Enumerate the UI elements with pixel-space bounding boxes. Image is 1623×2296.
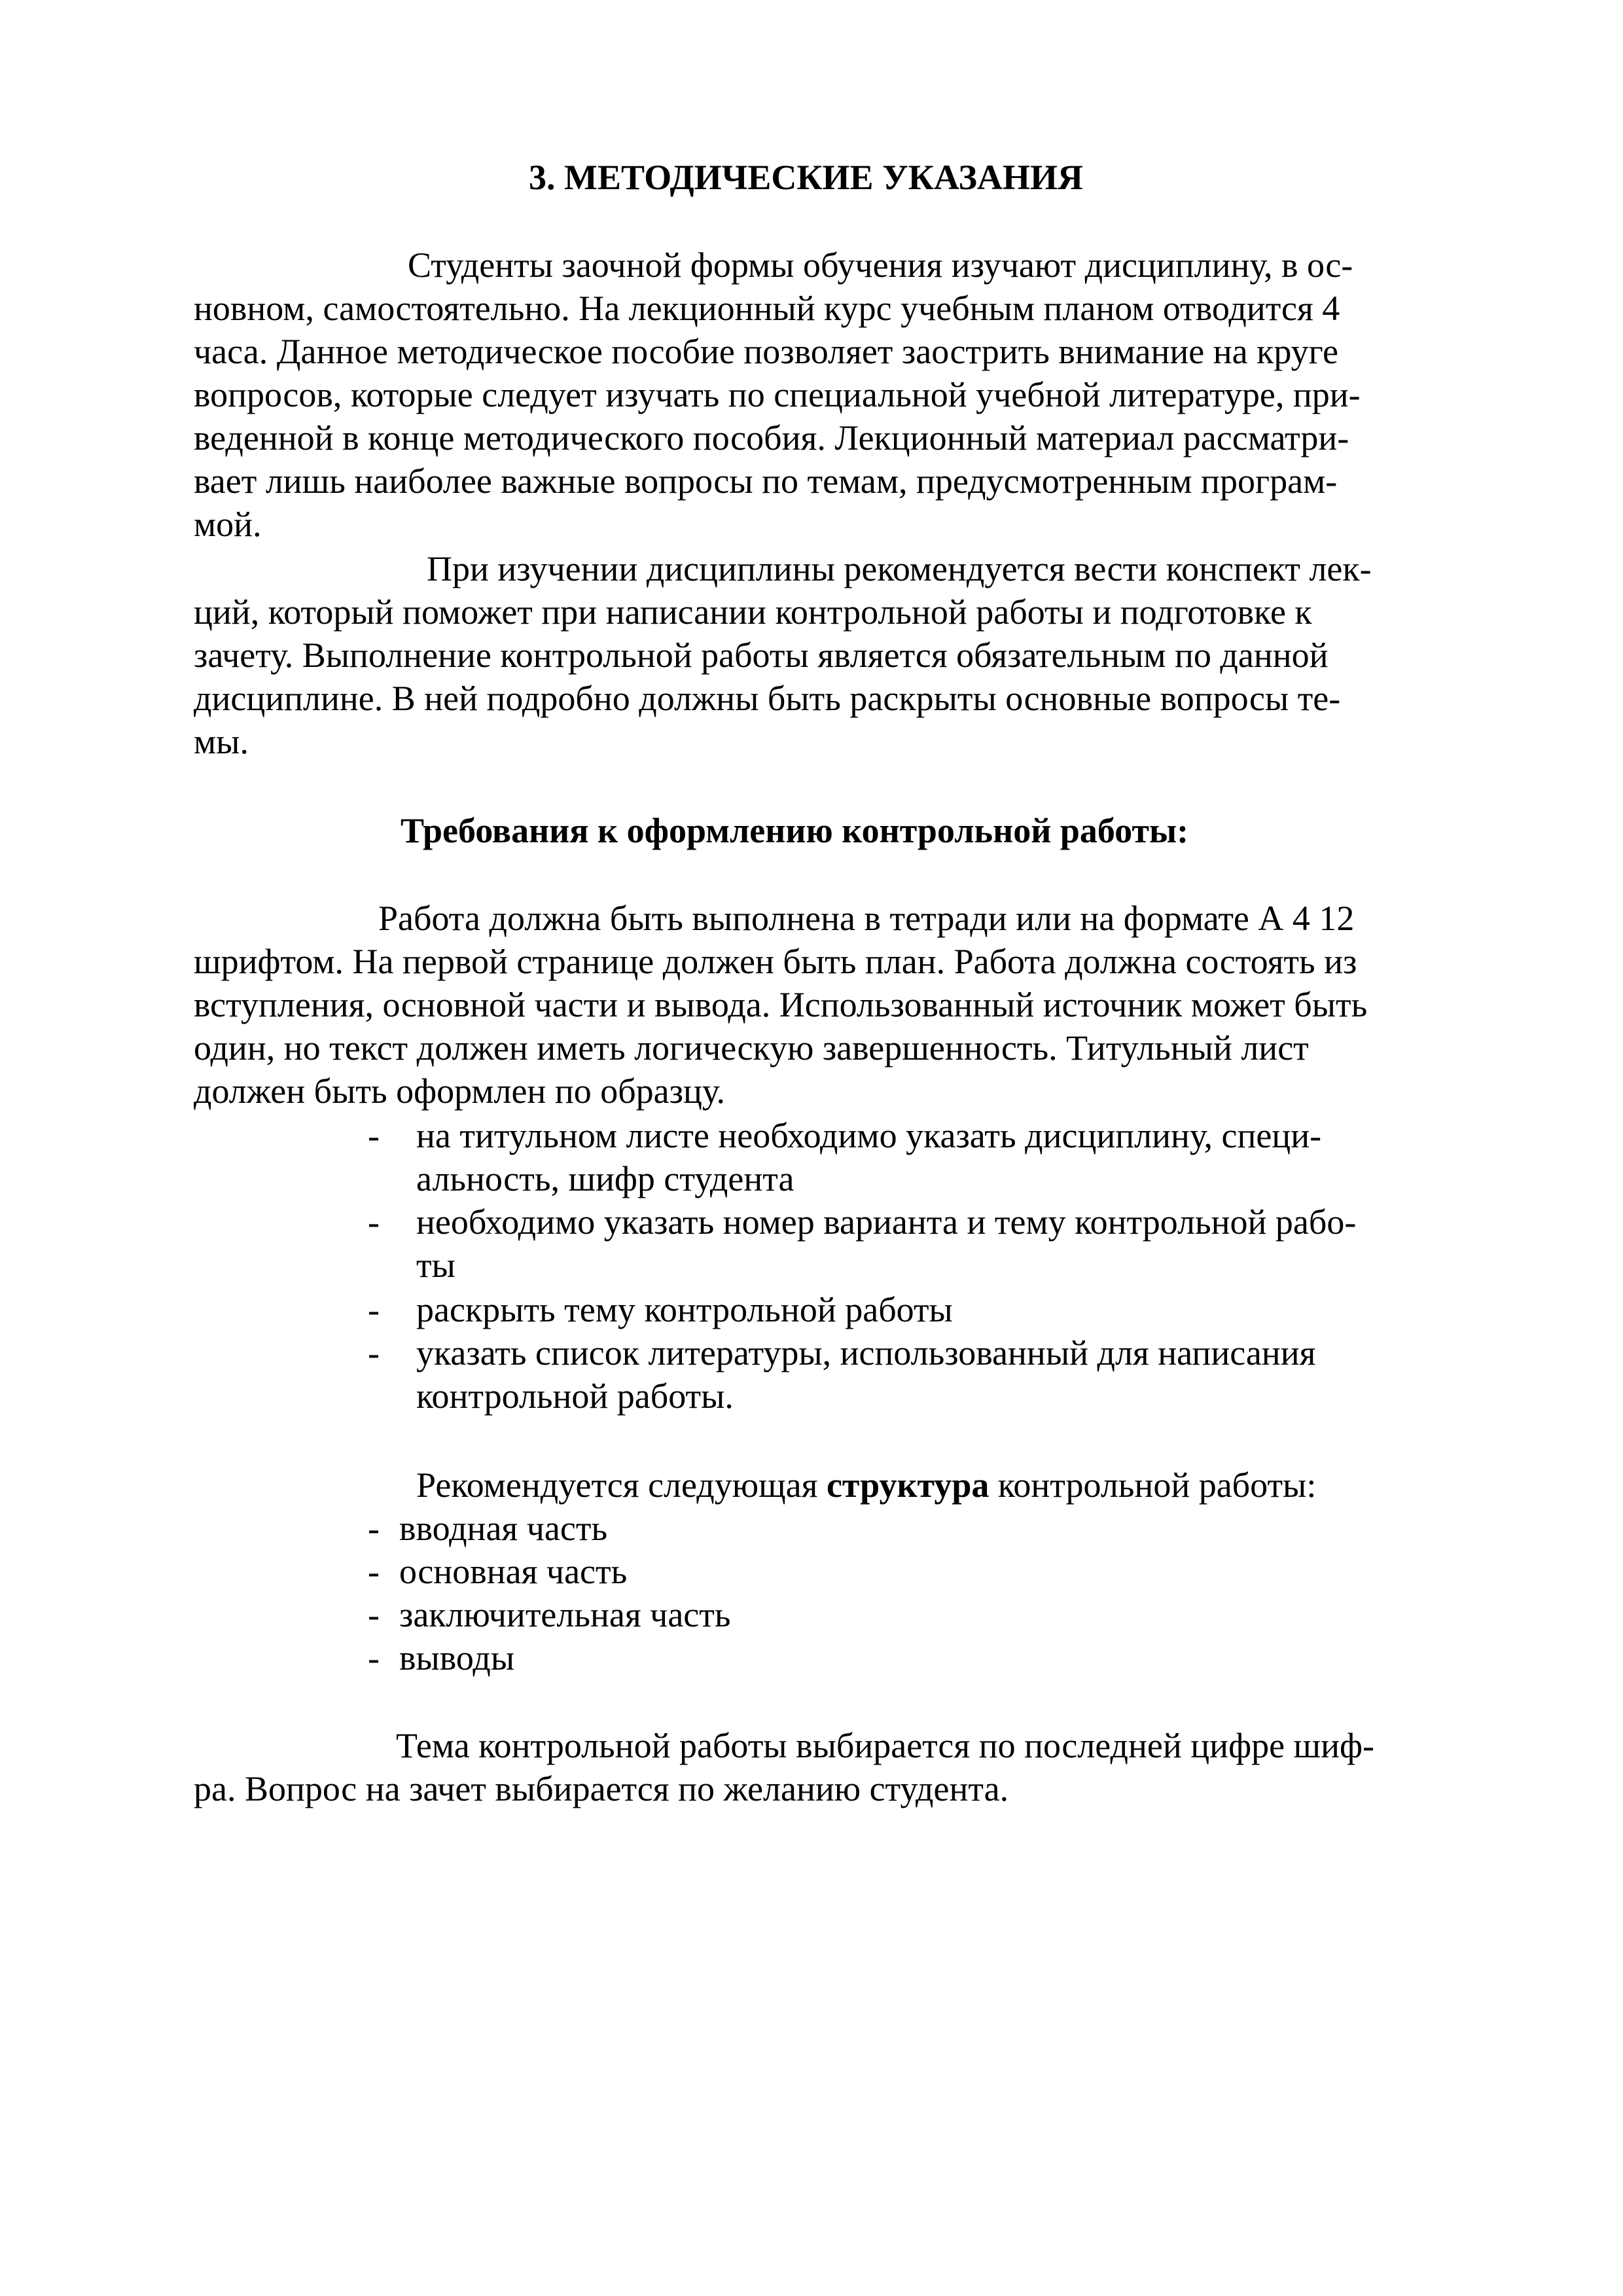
requirements-line-3: вступления, основной части и вывода. Использованный источник может быть — [194, 985, 1368, 1024]
intro-line-5: веденной в конце методического пособия. Лекционный материал рассматри- — [194, 418, 1349, 457]
structure-bullet-2: - — [368, 1552, 380, 1591]
requirement-bullet-1: - — [368, 1116, 380, 1155]
requirement-item-2-line-2: ты — [416, 1246, 455, 1285]
requirement-item-1-line-2: альность, шифр студента — [416, 1159, 794, 1198]
study-line-5: мы. — [194, 722, 249, 761]
intro-line-2: новном, самостоятельно. На лекционный курс учебным планом отводится 4 — [194, 289, 1340, 328]
requirement-item-2-line-1: необходимо указать номер варианта и тему контрольной рабо- — [416, 1202, 1357, 1242]
structure-intro-after: контрольной работы: — [989, 1465, 1317, 1505]
structure-intro-bold: структура — [826, 1465, 990, 1505]
structure-bullet-4: - — [368, 1638, 380, 1677]
structure-item-1: вводная часть — [399, 1509, 608, 1548]
requirement-item-4-line-1: указать список литературы, использованный для написания — [416, 1333, 1316, 1372]
closing-line-2: ра. Вопрос на зачет выбирается по желанию студента. — [194, 1769, 1009, 1808]
requirement-item-4-line-2: контрольной работы. — [416, 1376, 734, 1416]
study-line-4: дисциплине. В ней подробно должны быть раскрыты основные вопросы те- — [194, 679, 1341, 718]
intro-line-4: вопросов, которые следует изучать по специальной учебной литературе, при- — [194, 375, 1361, 414]
structure-item-3: заключительная часть — [399, 1595, 731, 1634]
structure-bullet-1: - — [368, 1509, 380, 1548]
intro-line-3: часа. Данное методическое пособие позволяет заострить внимание на круге — [194, 332, 1339, 371]
requirements-line-1: Работа должна быть выполнена в тетради или на формате А 4 12 — [378, 899, 1355, 938]
intro-line-6: вает лишь наиболее важные вопросы по темам, предусмотренным програм- — [194, 461, 1338, 501]
requirement-item-3-line-1: раскрыть тему контрольной работы — [416, 1290, 953, 1329]
study-line-1: При изучении дисциплины рекомендуется вести конспект лек- — [427, 549, 1372, 588]
study-line-3: зачету. Выполнение контрольной работы является обязательным по данной — [194, 636, 1329, 675]
page-title: 3. МЕТОДИЧЕСКИЕ УКАЗАНИЯ — [529, 158, 1084, 197]
requirements-line-2: шрифтом. На первой странице должен быть план. Работа должна состоять из — [194, 942, 1357, 981]
structure-intro-before: Рекомендуется следующая — [416, 1465, 827, 1505]
requirement-bullet-3: - — [368, 1290, 380, 1329]
structure-intro — [416, 1463, 1316, 1507]
structure-item-2: основная часть — [399, 1552, 628, 1591]
requirement-item-1-line-1: на титульном листе необходимо указать дисциплину, специ- — [416, 1116, 1322, 1155]
requirements-heading: Требования к оформлению контрольной работы: — [401, 811, 1189, 850]
requirement-bullet-2: - — [368, 1202, 380, 1242]
intro-line-7: мой. — [194, 505, 262, 544]
requirement-bullet-4: - — [368, 1333, 380, 1372]
intro-line-1: Студенты заочной формы обучения изучают дисциплину, в ос- — [408, 245, 1353, 285]
requirements-line-4: один, но текст должен иметь логическую завершенность. Титульный лист — [194, 1028, 1309, 1067]
requirements-line-5: должен быть оформлен по образцу. — [194, 1071, 725, 1111]
study-line-2: ций, который поможет при написании контрольной работы и подготовке к — [194, 592, 1312, 632]
closing-line-1: Тема контрольной работы выбирается по последней цифре шиф- — [396, 1726, 1374, 1765]
structure-bullet-3: - — [368, 1595, 380, 1634]
structure-item-4: выводы — [399, 1638, 515, 1677]
